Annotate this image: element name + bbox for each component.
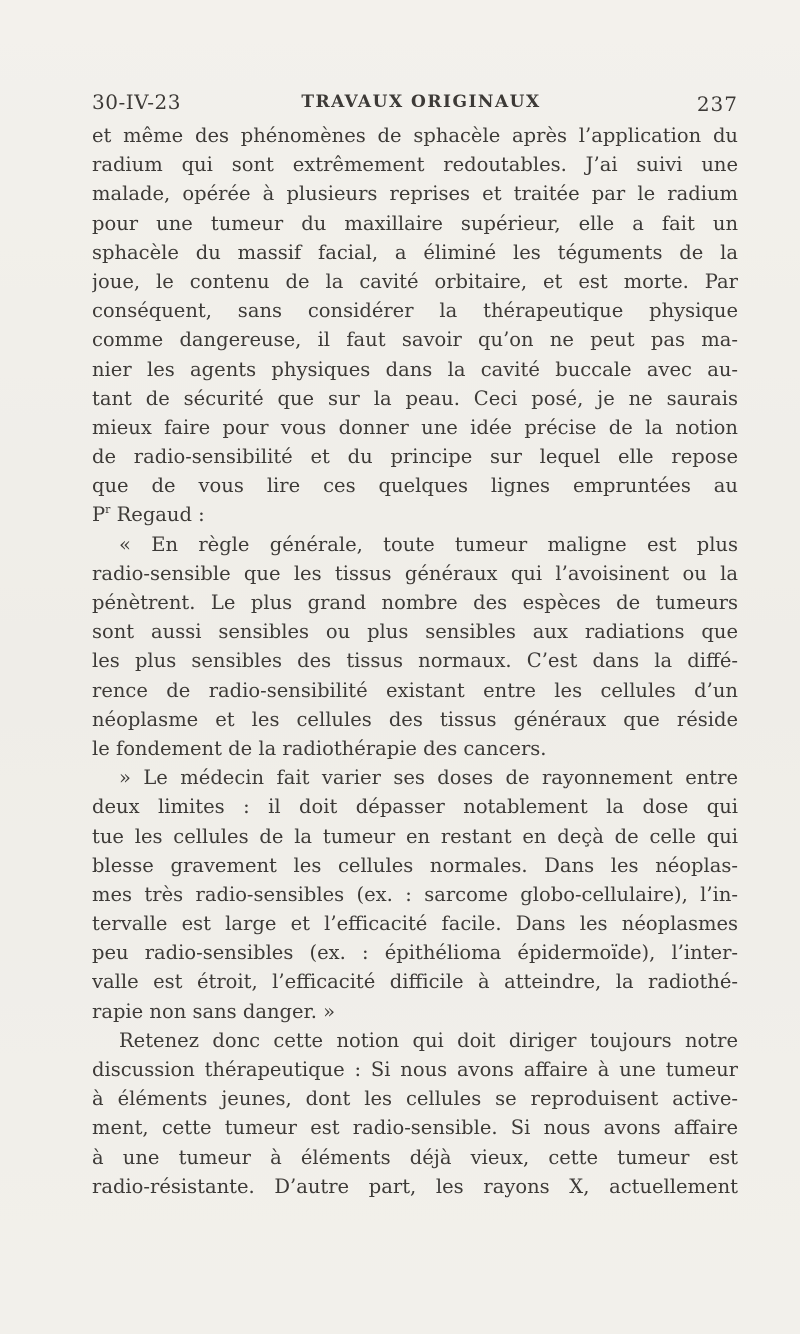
text-line: les plus sensibles des tissus normaux. C’est dans la diffé- (92, 649, 738, 673)
running-header (92, 88, 738, 116)
text-line: nier les agents physiques dans la cavité buccale avec au- (92, 357, 738, 381)
text-line: blesse gravement les cellules normales. Dans les néoplas- (92, 853, 738, 877)
text-line: tant de sécurité que sur la peau. Ceci posé, je ne saurais (92, 386, 738, 410)
text-line: de radio-sensibilité et du principe sur lequel elle repose (92, 445, 738, 469)
text-line: à éléments jeunes, dont les cellules se reproduisent active- (92, 1087, 738, 1111)
text-line: Retenez donc cette notion qui doit diriger toujours notre (119, 1028, 738, 1052)
text-line: que de vous lire ces quelques lignes empruntées au (92, 474, 738, 498)
text-line: radium qui sont extrêmement redoutables. J’ai suivi une (92, 153, 738, 177)
text-line: malade, opérée à plusieurs reprises et traitée par le radium (92, 182, 738, 206)
text-line: mes très radio-sensibles (ex. : sarcome globo-cellulaire), l’in- (92, 882, 738, 906)
text-line: « En règle générale, toute tumeur maligne est plus (119, 532, 738, 556)
text-line: » Le médecin fait varier ses doses de rayonnement entre (119, 766, 738, 790)
text-line: valle est étroit, l’efficacité difficile à atteindre, la radiothé- (92, 970, 738, 994)
text-line: et même des phénomènes de sphacèle après l’application du (92, 124, 738, 147)
text-line: à une tumeur à éléments déjà vieux, cette tumeur est (92, 1145, 738, 1169)
text-line: comme dangereuse, il faut savoir qu’on ne peut pas ma- (92, 328, 738, 352)
header-issue-date: 30-IV-23 (92, 90, 181, 114)
text-line: sont aussi sensibles ou plus sensibles aux radiations que (92, 620, 738, 644)
text-line: le fondement de la radiothérapie des cancers. (92, 736, 547, 760)
header-section-title: TRAVAUX ORIGINAUX (301, 92, 541, 112)
text-line: joue, le contenu de la cavité orbitaire, et est morte. Par (92, 269, 738, 293)
author-name: Regaud : (116, 503, 205, 527)
text-line: peu radio-sensibles (ex. : épithélioma épidermoïde), l’inter- (92, 941, 738, 965)
text-line: ment, cette tumeur est radio-sensible. Si nous avons affaire (92, 1116, 738, 1140)
text-line: rence de radio-sensibilité existant entre les cellules d’un (92, 678, 738, 702)
text-line: sphacèle du massif facial, a éliminé les téguments de la (92, 240, 738, 264)
text-line: conséquent, sans considérer la thérapeutique physique (92, 299, 738, 323)
text-line: tervalle est large et l’efficacité facile. Dans les néoplasmes (92, 912, 738, 936)
text-line: radio-résistante. D’autre part, les rayons X, actuellement (92, 1174, 738, 1198)
text-line: pénètrent. Le plus grand nombre des espèces de tumeurs (92, 591, 738, 614)
text-line: rapie non sans danger. » (92, 999, 336, 1023)
text-line: radio-sensible que les tissus généraux qui l’avoisinent ou la (92, 561, 738, 585)
text-line: néoplasme et les cellules des tissus généraux que réside (92, 707, 738, 731)
text-line: mieux faire pour vous donner une idée précise de la notion (92, 415, 738, 439)
text-line: deux limites : il doit dépasser notablement la dose qui (92, 795, 738, 819)
professor-abbrev: $P^r$ (92, 503, 111, 527)
text-line: pour une tumeur du maxillaire supérieur, elle a fait un (92, 211, 738, 235)
text-line: tue les cellules de la tumeur en restant en deçà de celle qui (92, 824, 738, 848)
text-line (92, 500, 738, 529)
text-line: discussion thérapeutique : Si nous avons affaire à une tumeur (92, 1058, 738, 1081)
page-number: 237 (696, 92, 738, 116)
body-text (92, 121, 738, 1201)
